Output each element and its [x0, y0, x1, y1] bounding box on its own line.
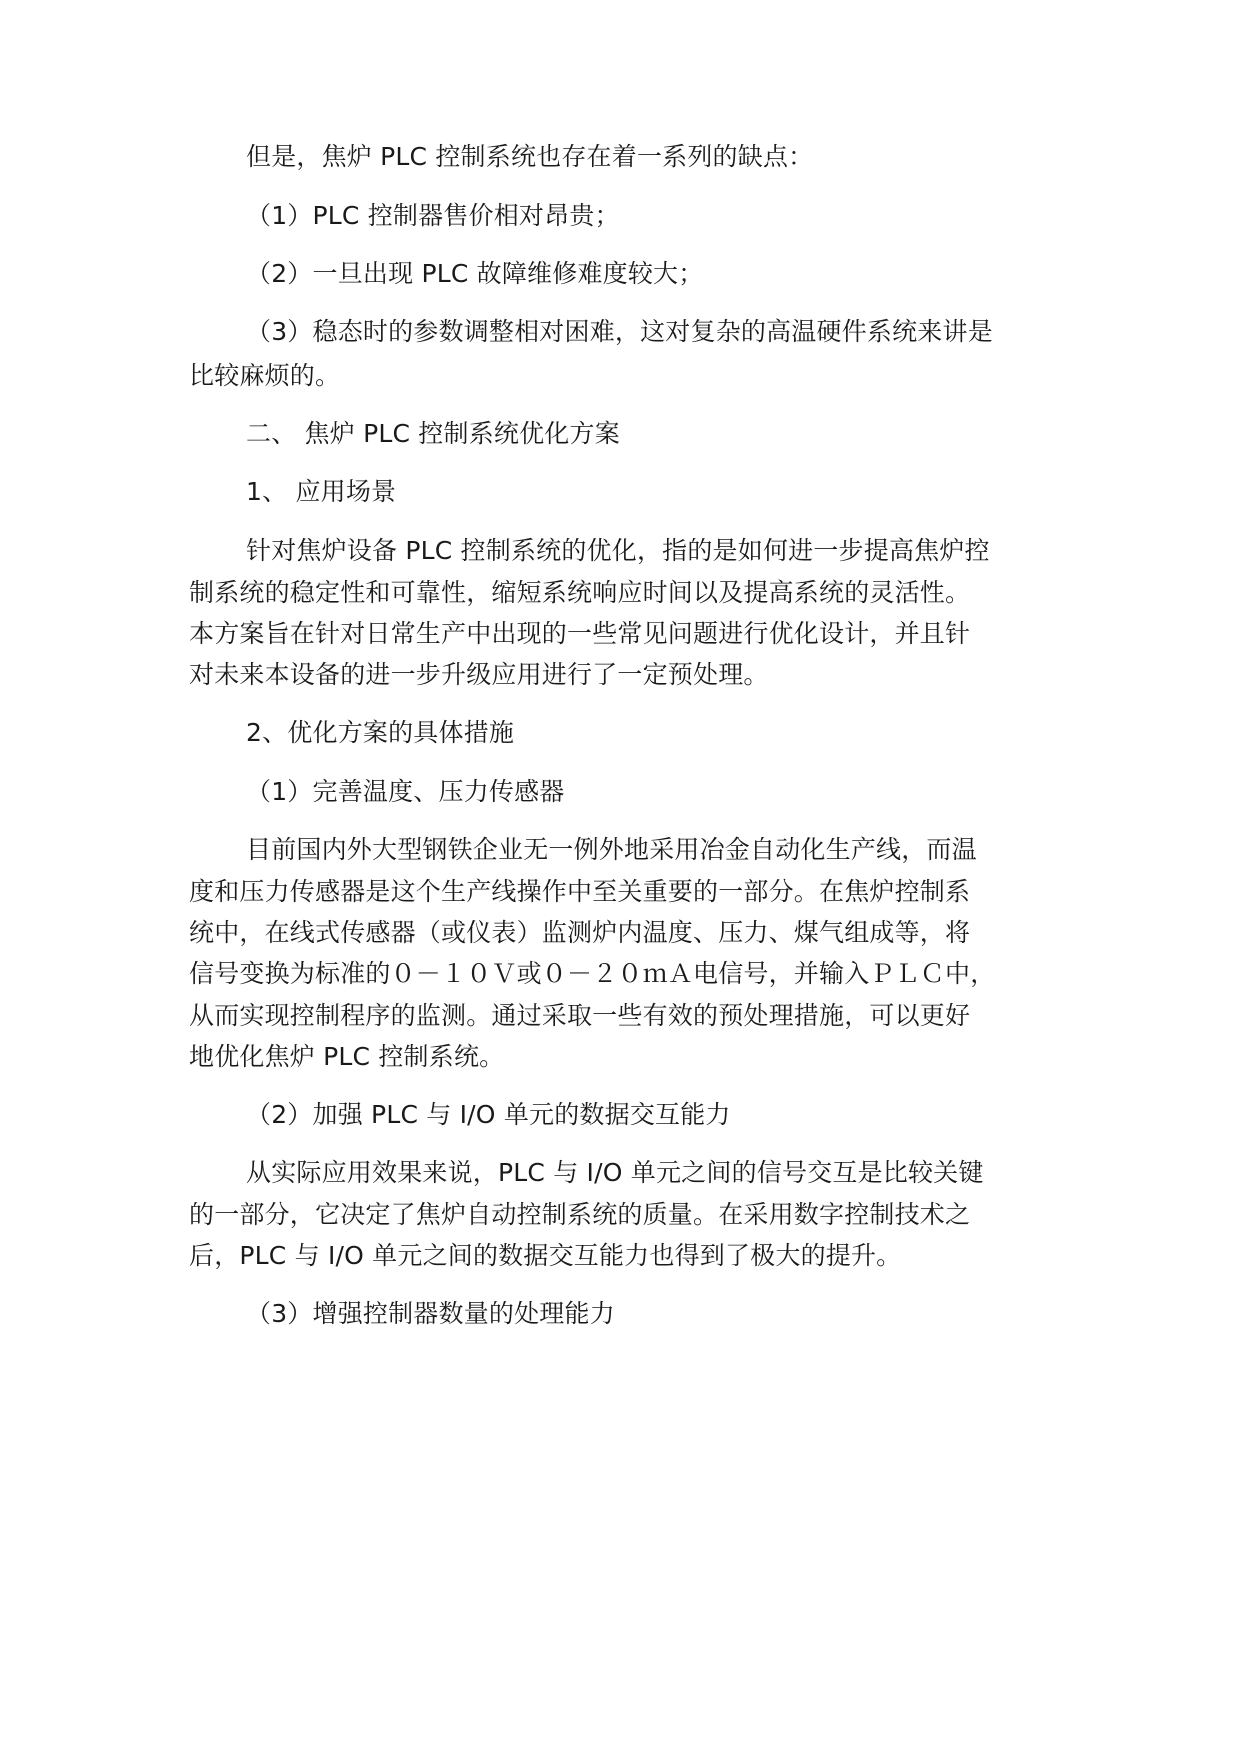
- paragraph-line: 针对焦炉设备 PLC 控制系统的优化，指的是如何进一步提高焦炉控: [246, 536, 990, 565]
- paragraph-line: 统中，在线式传感器（或仪表）监测炉内温度、压力、煤气组成等，将: [189, 918, 971, 947]
- list-item: （1）完善温度、压力传感器: [246, 777, 565, 806]
- list-item: （3）稳态时的参数调整相对困难，这对复杂的高温硬件系统来讲是: [246, 317, 993, 346]
- list-item: （1）PLC 控制器售价相对昂贵；: [246, 201, 620, 230]
- list-item: （2）一旦出现 PLC 故障维修难度较大；: [246, 259, 704, 288]
- subsection-heading: 1、 应用场景: [246, 477, 397, 506]
- paragraph-line: 比较麻烦的。: [189, 361, 341, 390]
- section-heading: 二、 焦炉 PLC 控制系统优化方案: [246, 419, 620, 448]
- paragraph-line: 的一部分，它决定了焦炉自动控制系统的质量。在采用数字控制技术之: [189, 1200, 971, 1229]
- subsection-heading: 2、优化方案的具体措施: [246, 718, 515, 747]
- paragraph-line: 后，PLC 与 I/O 单元之间的数据交互能力也得到了极大的提升。: [189, 1241, 902, 1270]
- list-item: （2）加强 PLC 与 I/O 单元的数据交互能力: [246, 1100, 731, 1129]
- list-item: （3）增强控制器数量的处理能力: [246, 1299, 615, 1328]
- paragraph-line: 对未来本设备的进一步升级应用进行了一定预处理。: [189, 660, 769, 689]
- paragraph-line: 地优化焦炉 PLC 控制系统。: [189, 1042, 505, 1071]
- paragraph-line: 度和压力传感器是这个生产线操作中至关重要的一部分。在焦炉控制系: [189, 877, 971, 906]
- paragraph-line: 从而实现控制程序的监测。通过采取一些有效的预处理措施，可以更好: [189, 1001, 971, 1030]
- paragraph-line: 本方案旨在针对日常生产中出现的一些常见问题进行优化设计，并且针: [189, 619, 971, 648]
- paragraph-line: 目前国内外大型钢铁企业无一例外地采用冶金自动化生产线，而温: [246, 835, 977, 864]
- paragraph-line: 信号变换为标准的０－１０Ｖ或０－２０ｍＡ电信号，并输入ＰＬＣ中，: [189, 959, 996, 988]
- paragraph-line: 制系统的稳定性和可靠性，缩短系统响应时间以及提高系统的灵活性。: [189, 578, 971, 607]
- paragraph-line: 但是，焦炉 PLC 控制系统也存在着一系列的缺点：: [246, 142, 814, 171]
- paragraph-line: 从实际应用效果来说，PLC 与 I/O 单元之间的信号交互是比较关键: [246, 1158, 984, 1187]
